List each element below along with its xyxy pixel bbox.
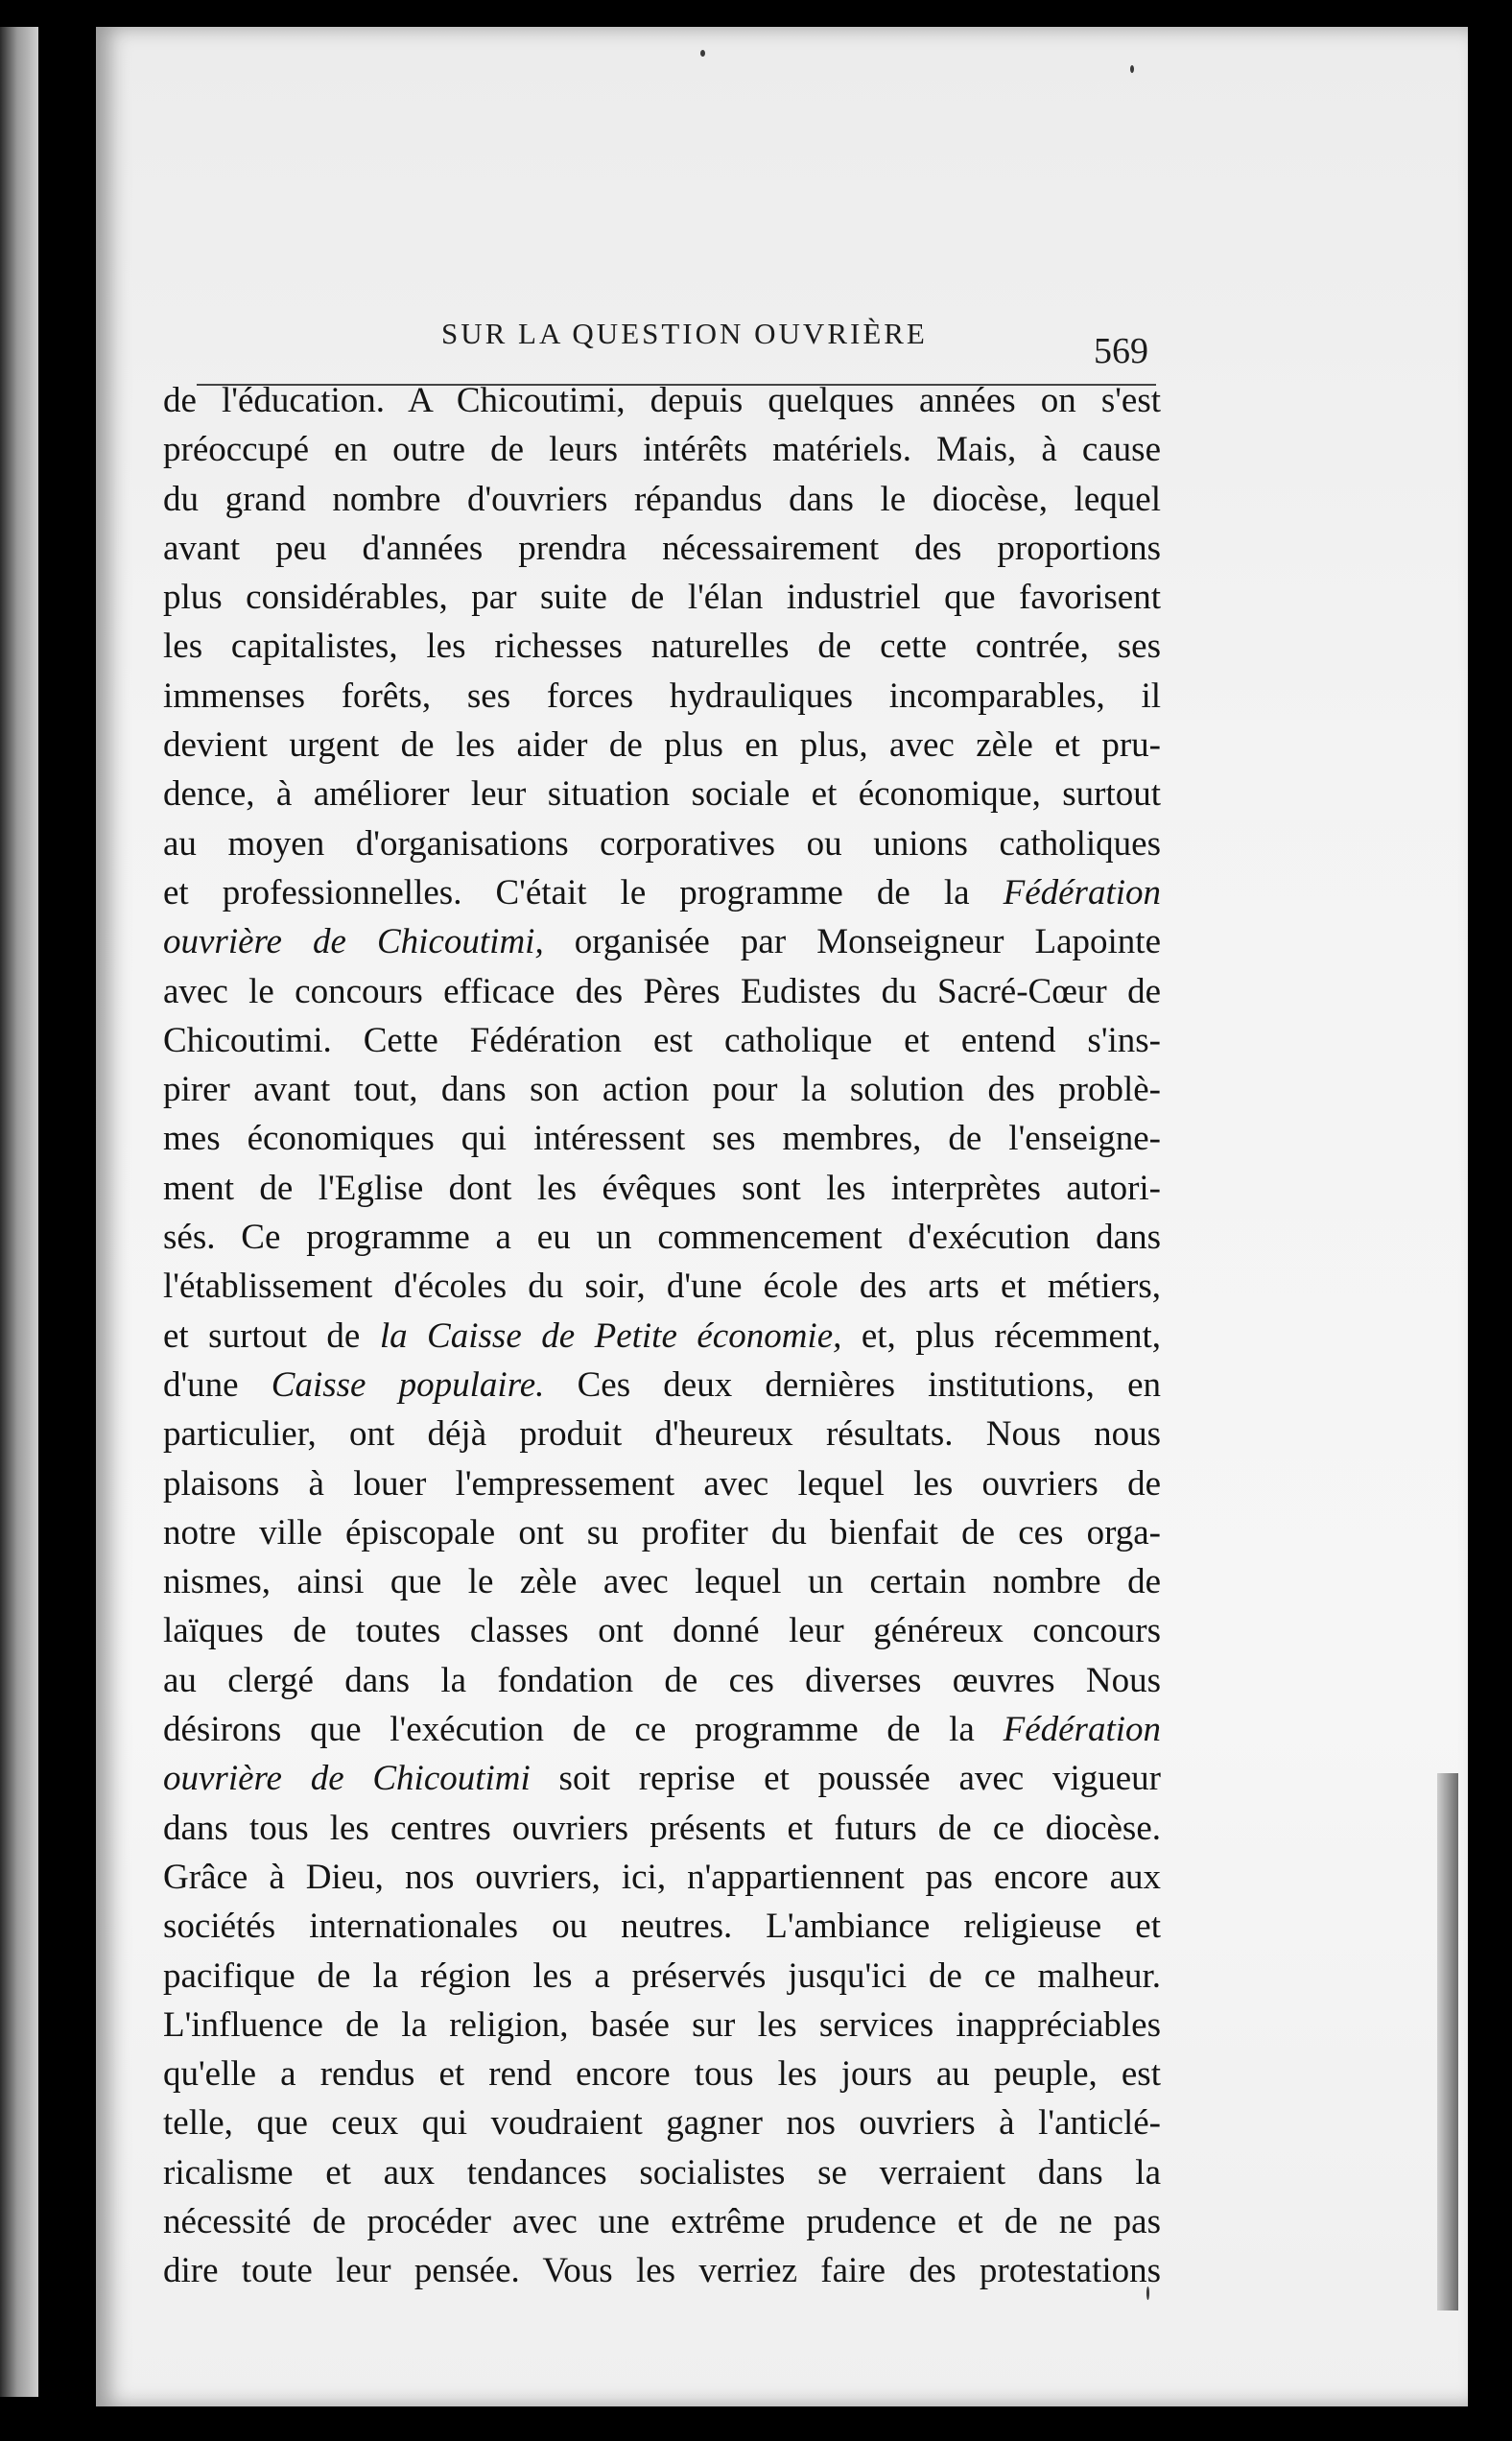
text-segment: et surtout de xyxy=(163,1315,380,1356)
text-line xyxy=(163,524,1161,573)
text-line xyxy=(163,1557,1161,1606)
text-segment: et, plus récemment, xyxy=(841,1315,1162,1356)
text-line xyxy=(163,1016,1161,1065)
text-line xyxy=(163,376,1161,425)
italic-text: ouvrière de Chicoutimi xyxy=(163,1759,531,1799)
text-line xyxy=(163,2246,1161,2295)
text-segment: nécessité de procéder avec une extrême prudence et de ne pas xyxy=(163,2201,1161,2241)
text-segment: dire toute leur pensée. Vous les verriez faire des protestations xyxy=(163,2251,1161,2291)
text-line xyxy=(163,1114,1161,1163)
text-segment: préoccupé en outre de leurs intérêts matériels. Mais, à cause xyxy=(163,430,1161,470)
text-line xyxy=(163,1656,1161,1705)
text-segment: du grand nombre d'ouvriers répandus dans le diocèse, lequel xyxy=(163,479,1161,519)
paper-speck xyxy=(700,50,705,57)
text-segment: plaisons à louer l'empressement avec lequel les ouvriers de xyxy=(163,1463,1161,1504)
text-segment: pirer avant tout, dans son action pour la solution des problè- xyxy=(163,1070,1161,1110)
text-segment: d'une xyxy=(163,1364,272,1405)
text-line xyxy=(163,1459,1161,1508)
text-line xyxy=(163,1705,1161,1754)
text-line xyxy=(163,425,1161,474)
text-segment: dans tous les centres ouvriers présents et futurs de ce diocèse. xyxy=(163,1808,1161,1848)
text-segment: l'établissement d'écoles du soir, d'une école des arts et métiers, xyxy=(163,1267,1161,1307)
text-segment: ricalisme et aux tendances socialistes se verraient dans la xyxy=(163,2152,1161,2192)
text-segment: les capitalistes, les richesses naturelles de cette contrée, ses xyxy=(163,627,1161,667)
text-line xyxy=(163,967,1161,1016)
text-segment: dence, à améliorer leur situation sociale et économique, surtout xyxy=(163,774,1161,815)
text-segment: plus considérables, par suite de l'élan industriel que favorisent xyxy=(163,578,1161,618)
text-segment: de l'éducation. A Chicoutimi, depuis quelques années on s'est xyxy=(163,381,1161,420)
facing-page-edge xyxy=(0,27,38,2397)
italic-text: Fédération xyxy=(1003,1710,1161,1750)
text-line xyxy=(163,2148,1161,2197)
text-line xyxy=(163,1853,1161,1902)
text-line xyxy=(163,1508,1161,1557)
text-line xyxy=(163,1804,1161,1853)
text-segment: organisée par Monseigneur Lapointe xyxy=(543,922,1162,962)
text-line xyxy=(163,721,1161,770)
text-segment: au moyen d'organisations corporatives ou unions catholiques xyxy=(163,823,1161,864)
text-segment: Chicoutimi. Cette Fédération est catholique et entend s'ins- xyxy=(163,1020,1161,1060)
text-segment: sés. Ce programme a eu un commencement d'exécution dans xyxy=(163,1218,1161,1258)
text-line xyxy=(163,1606,1161,1655)
italic-text: Caisse populaire. xyxy=(271,1364,545,1405)
text-segment: au clergé dans la fondation de ces diverses œuvres Nous xyxy=(163,1660,1161,1700)
text-segment: ment de l'Eglise dont les évêques sont les interprètes autori- xyxy=(163,1168,1161,1208)
body-text xyxy=(163,376,1161,2296)
text-segment: Grâce à Dieu, nos ouvriers, ici, n'appartiennent pas encore aux xyxy=(163,1857,1161,1897)
text-line xyxy=(163,2098,1161,2147)
text-line xyxy=(163,475,1161,524)
italic-text: la Caisse de Petite économie, xyxy=(379,1315,842,1356)
page-edge-shadow xyxy=(1437,1773,1458,2311)
text-line xyxy=(163,1213,1161,1262)
running-head: SUR LA QUESTION OUVRIÈRE xyxy=(441,317,928,350)
text-line xyxy=(163,2050,1161,2098)
text-line xyxy=(163,1952,1161,2001)
text-line xyxy=(163,819,1161,868)
text-segment: laïques de toutes classes ont donné leur généreux concours xyxy=(163,1611,1161,1651)
text-segment: nismes, ainsi que le zèle avec lequel un certain nombre de xyxy=(163,1562,1161,1602)
text-line xyxy=(163,2197,1161,2246)
paper-speck xyxy=(1130,65,1134,73)
text-line xyxy=(163,1164,1161,1213)
text-line xyxy=(163,672,1161,721)
text-line xyxy=(163,868,1161,917)
text-line xyxy=(163,1065,1161,1114)
text-line xyxy=(163,1754,1161,1803)
text-segment: immenses forêts, ses forces hydrauliques incomparables, il xyxy=(163,675,1161,716)
text-line xyxy=(163,1410,1161,1458)
italic-text: Fédération xyxy=(1003,872,1161,912)
text-segment: Ces deux dernières institutions, en xyxy=(544,1364,1161,1405)
text-segment: mes économiques qui intéressent ses membres, de l'enseigne- xyxy=(163,1119,1161,1159)
text-segment: avec le concours efficace des Pères Eudistes du Sacré-Cœur de xyxy=(163,971,1161,1011)
italic-text: ouvrière de Chicoutimi, xyxy=(163,922,544,962)
text-segment: soit reprise et poussée avec vigueur xyxy=(530,1759,1161,1799)
text-segment: et professionnelles. C'était le programme de la xyxy=(163,872,1004,912)
text-segment: qu'elle a rendus et rend encore tous les jours au peuple, est xyxy=(163,2054,1161,2095)
text-segment: particulier, ont déjà produit d'heureux résultats. Nous nous xyxy=(163,1414,1161,1455)
text-segment: avant peu d'années prendra nécessairement des proportions xyxy=(163,528,1161,568)
text-line xyxy=(163,622,1161,671)
text-segment: L'influence de la religion, basée sur les services inappréciables xyxy=(163,2004,1161,2045)
text-segment: sociétés internationales ou neutres. L'ambiance religieuse et xyxy=(163,1907,1161,1947)
text-line xyxy=(163,573,1161,622)
text-line xyxy=(163,1262,1161,1311)
text-segment: telle, que ceux qui voudraient gagner nos ouvriers à l'anticlé- xyxy=(163,2103,1161,2144)
text-line xyxy=(163,1902,1161,1951)
page-number: 569 xyxy=(1094,331,1148,371)
text-line xyxy=(163,770,1161,818)
text-line xyxy=(163,2001,1161,2050)
text-segment: notre ville épiscopale ont su profiter du bienfait de ces orga- xyxy=(163,1512,1161,1552)
text-segment: devient urgent de les aider de plus en plus, avec zèle et pru- xyxy=(163,725,1161,766)
text-line xyxy=(163,1312,1161,1361)
text-segment: désirons que l'exécution de ce programme de la xyxy=(163,1710,1004,1750)
text-segment: pacifique de la région les a préservés jusqu'ici de ce malheur. xyxy=(163,1955,1161,1996)
text-line xyxy=(163,917,1161,966)
text-line xyxy=(163,1361,1161,1410)
